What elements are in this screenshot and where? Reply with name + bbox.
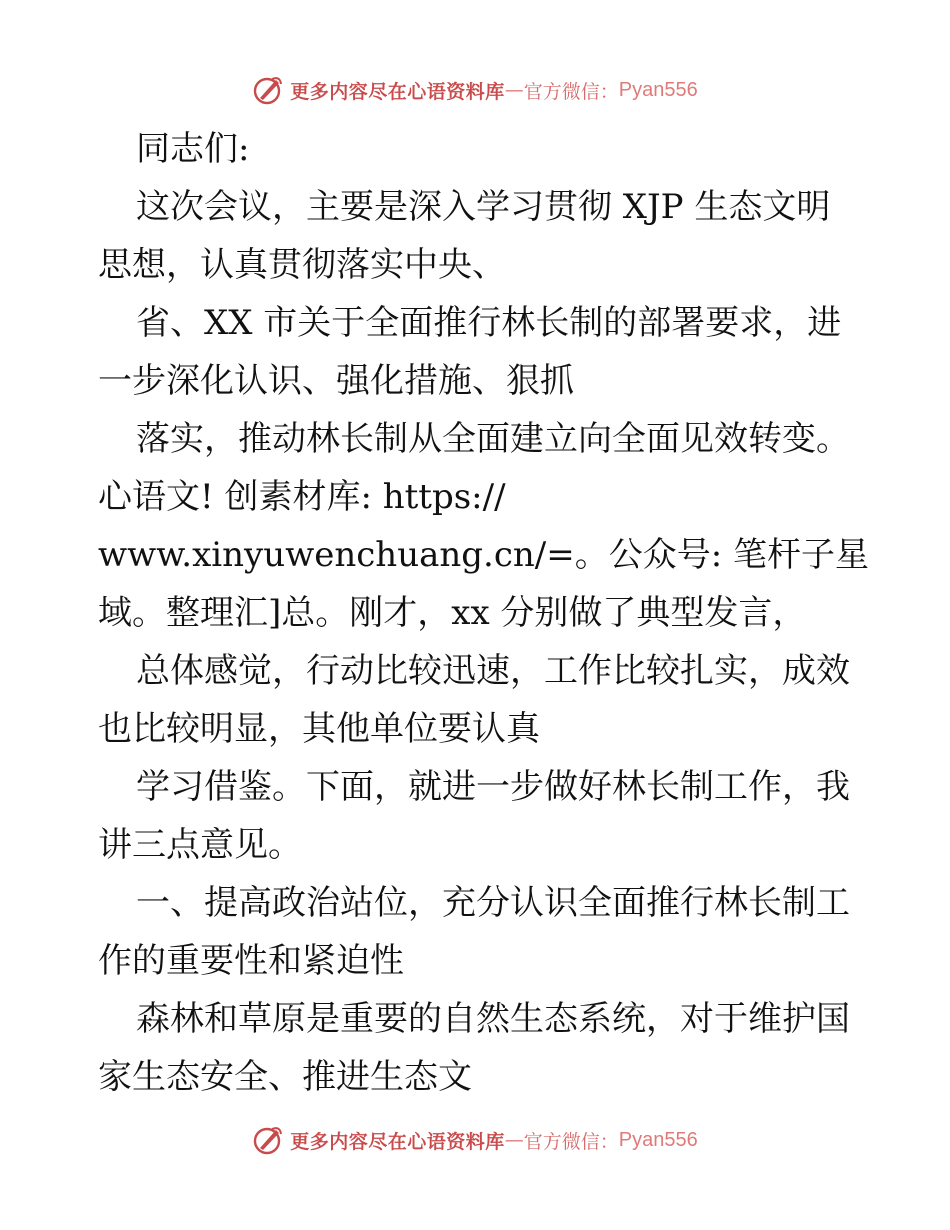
banner-wechat-label: 官方微信：: [523, 80, 619, 103]
banner-separator: —: [504, 79, 524, 101]
body-line: 思想，认真贯彻落实中央、: [98, 245, 506, 285]
body-line: 省、XX 市关于全面推行林长制的部署要求，进: [136, 303, 842, 343]
body-line: 域。整理汇]总。刚才，xx 分别做了典型发言，: [98, 593, 807, 633]
quill-logo-icon: [252, 74, 284, 106]
body-line: 讲三点意见。: [98, 825, 302, 865]
body-line: www.xinyuwenchuang.cn/=。公众号: 笔杆子星: [98, 535, 869, 575]
banner-wechat-id: Pyan556: [618, 1128, 698, 1151]
body-line: 学习借鉴。下面，就进一步做好林长制工作，我: [136, 767, 850, 807]
header-banner: [0, 70, 950, 110]
banner-wechat-label: 官方微信：: [523, 1130, 619, 1153]
body-line: 落实，推动林长制从全面建立向全面见效转变。: [136, 419, 850, 459]
section-heading: 作的重要性和紧迫性: [98, 941, 404, 981]
body-line: 也比较明显，其他单位要认真: [98, 709, 540, 749]
banner-wechat-id: Pyan556: [618, 78, 698, 101]
footer-banner: [0, 1120, 950, 1160]
body-line: 一步深化认识、强化措施、狠抓: [98, 361, 574, 401]
body-line: 家生态安全、推进生态文: [98, 1057, 472, 1097]
body-line: 总体感觉，行动比较迅速，工作比较扎实，成效: [136, 651, 850, 691]
banner-separator: —: [504, 1129, 524, 1151]
section-heading: 一、提高政治站位，充分认识全面推行林长制工: [136, 883, 850, 923]
body-line: 同志们:: [136, 129, 250, 169]
body-line: 心语文! 创素材库: https://: [98, 477, 506, 517]
banner-main-text: 更多内容尽在心语资料库: [290, 80, 505, 103]
quill-logo-icon: [252, 1124, 284, 1156]
body-line: 这次会议，主要是深入学习贯彻 XJP 生态文明: [136, 187, 831, 227]
banner-main-text: 更多内容尽在心语资料库: [290, 1130, 505, 1153]
body-line: 森林和草原是重要的自然生态系统，对于维护国: [136, 999, 850, 1039]
